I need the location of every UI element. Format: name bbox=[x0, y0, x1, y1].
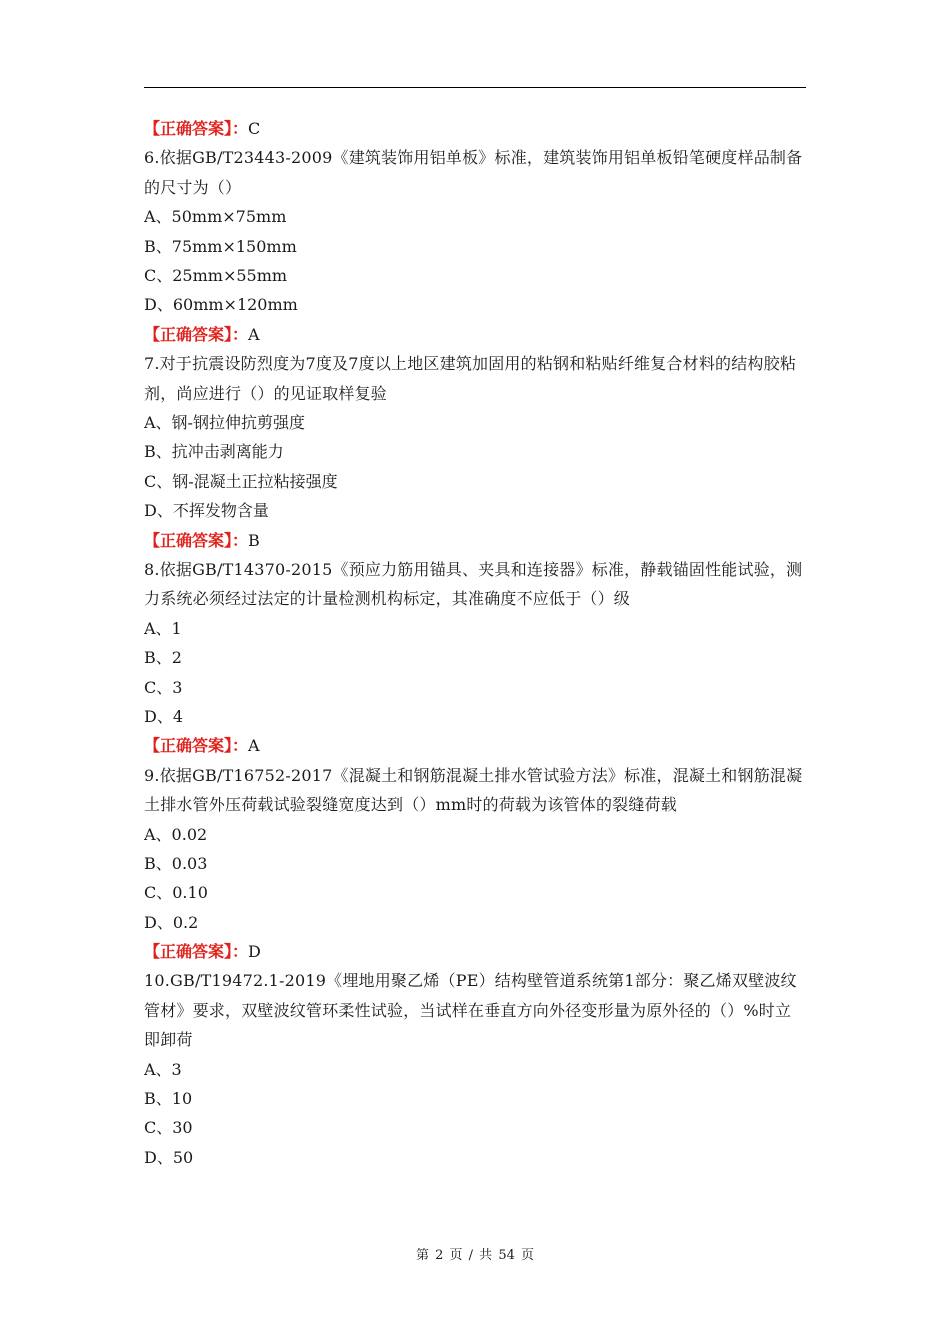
answer-line bbox=[144, 937, 806, 966]
header-rule bbox=[144, 87, 806, 88]
question-stem: 6.依据GB/T23443-2009《建筑装饰用铝单板》标准，建筑装饰用铝单板铅笔硬度样品制备的尺寸为（） bbox=[144, 148, 803, 197]
answer-value: B bbox=[248, 530, 260, 550]
page-footer: 第 2 页 / 共 54 页 bbox=[416, 1248, 534, 1263]
option-a: A、50mm×75mm bbox=[144, 207, 287, 227]
option-c: C、钢-混凝土正拉粘接强度 bbox=[144, 471, 338, 491]
option-c: C、0.10 bbox=[144, 883, 208, 903]
answer-separator: ： bbox=[232, 736, 249, 756]
answer-line-prev bbox=[144, 114, 806, 143]
option-b: B、2 bbox=[144, 648, 182, 668]
option-d: D、不挥发物含量 bbox=[144, 501, 269, 521]
option-b: B、抗冲击剥离能力 bbox=[144, 442, 284, 462]
question-stem: 9.依据GB/T16752-2017《混凝土和钢筋混凝土排水管试验方法》标准，混凝土和钢筋混凝土排水管外压荷载试验裂缝宽度达到（）mm时的荷载为该管体的裂缝荷载 bbox=[144, 765, 803, 815]
answer-value: D bbox=[248, 942, 261, 962]
question-content bbox=[144, 114, 806, 1172]
option-d: D、0.2 bbox=[144, 912, 199, 932]
option-d: D、4 bbox=[144, 706, 184, 726]
answer-value: C bbox=[248, 119, 261, 138]
option-c: C、30 bbox=[144, 1118, 193, 1138]
option-a: A、0.02 bbox=[144, 824, 208, 844]
answer-value: A bbox=[248, 736, 260, 756]
answer-separator: ： bbox=[232, 119, 249, 138]
option-a: A、1 bbox=[144, 618, 182, 638]
answer-value: A bbox=[248, 324, 260, 344]
answer-separator: ： bbox=[232, 324, 249, 344]
question-stem: 7.对于抗震设防烈度为7度及7度以上地区建筑加固用的粘钢和粘贴纤维复合材料的结构胶粘剂，尚应进行（）的见证取样复验 bbox=[144, 354, 797, 403]
answer-label: 【正确答案】 bbox=[144, 119, 233, 138]
question-6 bbox=[144, 143, 806, 349]
answer-line bbox=[144, 731, 806, 760]
option-b: B、75mm×150mm bbox=[144, 236, 297, 256]
option-c: C、25mm×55mm bbox=[144, 265, 288, 285]
option-c: C、3 bbox=[144, 677, 183, 697]
option-d: D、50 bbox=[144, 1147, 194, 1167]
question-10 bbox=[144, 966, 806, 1172]
answer-separator: ： bbox=[232, 530, 249, 550]
answer-line bbox=[144, 320, 806, 349]
option-a: A、3 bbox=[144, 1059, 182, 1079]
option-b: B、10 bbox=[144, 1089, 193, 1109]
question-stem: 10.GB/T19472.1-2019《埋地用聚乙烯（PE）结构壁管道系统第1部分：聚乙烯双壁波纹管材》要求，双壁波纹管环柔性试验，当试样在垂直方向外径变形量为原外径的（）%时立即卸荷 bbox=[144, 971, 797, 1050]
question-stem: 8.依据GB/T14370-2015《预应力筋用锚具、夹具和连接器》标准，静载锚固性能试验，测力系统必须经过法定的计量检测机构标定，其准确度不应低于（）级 bbox=[144, 559, 803, 609]
answer-label: 【正确答案】 bbox=[144, 942, 233, 962]
option-d: D、60mm×120mm bbox=[144, 295, 298, 315]
answer-label: 【正确答案】 bbox=[144, 736, 233, 756]
option-b: B、0.03 bbox=[144, 853, 208, 873]
answer-line bbox=[144, 526, 806, 555]
answer-label: 【正确答案】 bbox=[144, 530, 233, 550]
answer-separator: ： bbox=[232, 942, 249, 962]
question-7 bbox=[144, 349, 806, 555]
answer-label: 【正确答案】 bbox=[144, 324, 233, 344]
question-9 bbox=[144, 761, 806, 967]
option-a: A、钢-钢拉伸抗剪强度 bbox=[144, 412, 305, 432]
question-8 bbox=[144, 555, 806, 761]
